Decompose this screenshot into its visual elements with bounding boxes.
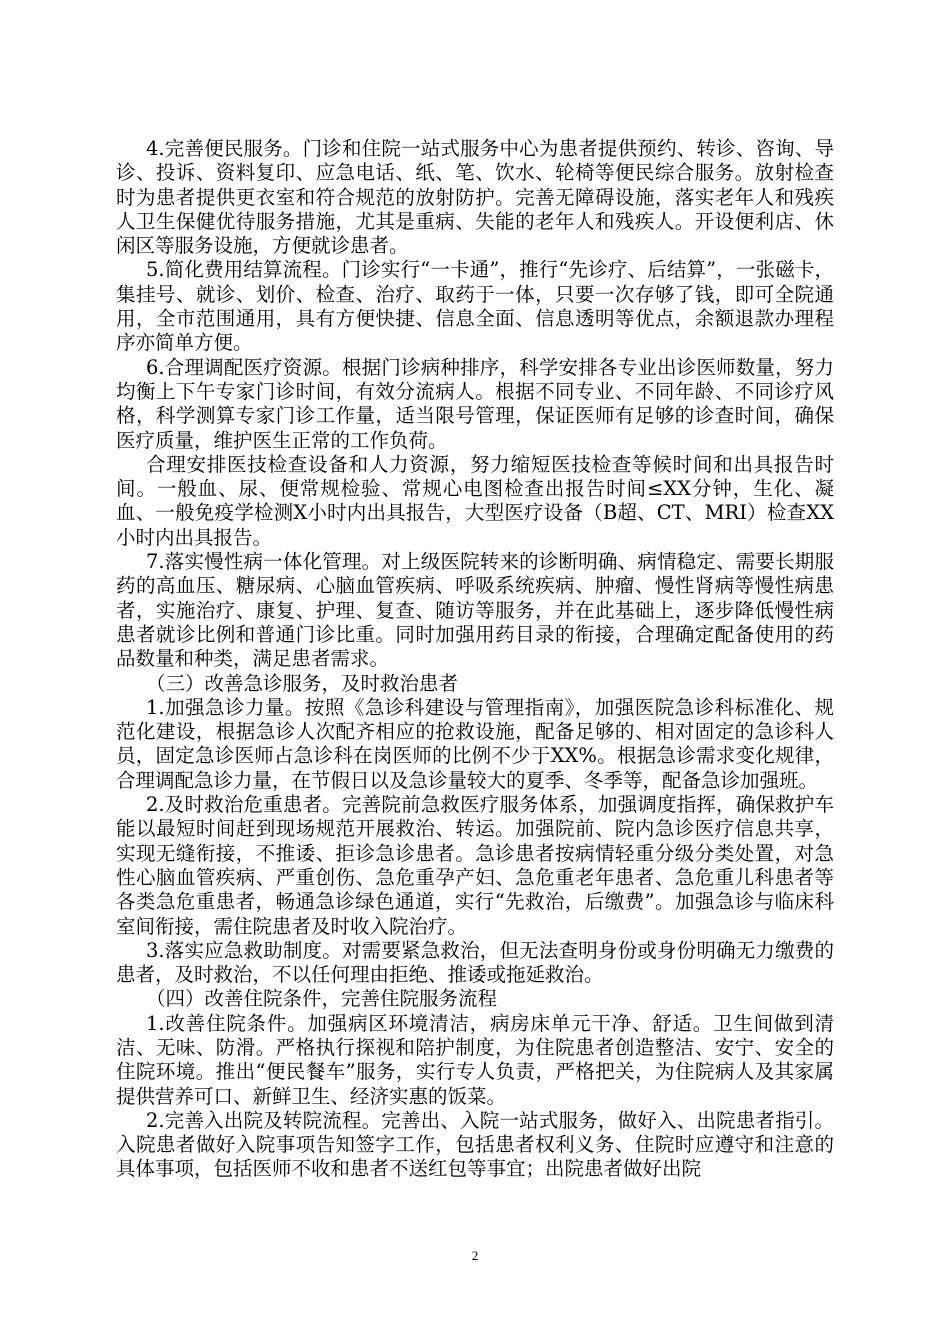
- document-body: [116, 137, 834, 1182]
- paragraph-6-medical-resources: 6.合理调配医疗资源。根据门诊病种排序，科学安排各专业出诊医师数量，努力均衡上下午专家门诊时间，有效分流病人。根据不同专业、不同年龄、不同诊疗风格，科学测算专家门诊工作量，适当限号管理，保证医师有足够的诊查时间，确保医疗质量，维护医生正常的工作负荷。: [116, 355, 834, 452]
- section-heading-inpatient: （四）改善住院条件，完善住院服务流程: [146, 987, 498, 1011]
- paragraph-emergency-1: 1.加强急诊力量。按照《急诊科建设与管理指南》，加强医院急诊科标准化、规范化建设，根据急诊人次配齐相应的抢救设施，配备足够的、相对固定的急诊科人员，固定急诊医师占急诊科在岗医师的比例不少于XX%。根据急诊需求变化规律，合理调配急诊力量，在节假日以及急诊量较大的夏季、冬季等，配备急诊加强班。: [116, 695, 834, 792]
- paragraph-4-convenience-services: 4.完善便民服务。门诊和住院一站式服务中心为患者提供预约、转诊、咨询、导诊、投诉、资料复印、应急电话、纸、笔、饮水、轮椅等便民综合服务。放射检查时为患者提供更衣室和符合规范的放射防护。完善无障碍设施，落实老年人和残疾人卫生保健优待服务措施，尤其是重病、失能的老年人和残疾人。开设便利店、休闲区等服务设施，方便就诊患者。: [116, 137, 834, 258]
- page-number: 2: [471, 1248, 479, 1263]
- paragraph-inpatient-2: 2.完善入出院及转院流程。完善出、入院一站式服务，做好入、出院患者指引。入院患者做好入院事项告知签字工作，包括患者权利义务、住院时应遵守和注意的具体事项，包括医师不收和患者不送红包等事宜；出院患者做好出院: [116, 1108, 834, 1181]
- section-heading-emergency: （三）改善急诊服务，及时救治患者: [146, 671, 459, 695]
- paragraph-emergency-2: 2.及时救治危重患者。完善院前急救医疗服务体系，加强调度指挥，确保救护车能以最短时间赶到现场规范开展救治、转运。加强院前、院内急诊医疗信息共享，实现无缝衔接，不推诿、拒诊急诊患者。急诊患者按病情轻重分级分类处置，对急性心脑血管疾病、严重创伤、急危重孕产妇、急危重老年患者、急危重儿科患者等各类急危重患者，畅通急诊绿色通道，实行“先救治，后缴费”。加强急诊与临床科室间衔接，需住院患者及时收入院治疗。: [116, 793, 834, 938]
- paragraph-medical-tech-resources: 合理安排医技检查设备和人力资源，努力缩短医技检查等候时间和出具报告时间。一般血、尿、便常规检验、常规心电图检查出报告时间≤XX分钟，生化、凝血、一般免疫学检测X小时内出具报告，大型医疗设备（B超、CT、MRI）检查XX小时内出具报告。: [116, 452, 834, 549]
- paragraph-5-billing-process: 5.简化费用结算流程。门诊实行“一卡通”，推行“先诊疗、后结算”，一张磁卡，集挂号、就诊、划价、检查、治疗、取药于一体，只要一次存够了钱，即可全院通用，全市范围通用，具有方便快捷、信息全面、信息透明等优点，余额退款办理程序亦简单方便。: [116, 258, 834, 355]
- paragraph-7-chronic-disease: 7.落实慢性病一体化管理。对上级医院转来的诊断明确、病情稳定、需要长期服药的高血压、糖尿病、心脑血管疾病、呼吸系统疾病、肿瘤、慢性肾病等慢性病患者，实施治疗、康复、护理、复查、随访等服务，并在此基础上，逐步降低慢性病患者就诊比例和普通门诊比重。同时加强用药目录的衔接，合理确定配备使用的药品数量和种类，满足患者需求。: [116, 550, 834, 671]
- paragraph-inpatient-1: 1.改善住院条件。加强病区环境清洁，病房床单元干净、舒适。卫生间做到清洁、无味、防滑。严格执行探视和陪护制度，为住院患者创造整洁、安宁、安全的住院环境。推出“便民餐车”服务，实行专人负责，严格把关，为住院病人及其家属提供营养可口、新鲜卫生、经济实惠的饭菜。: [116, 1011, 834, 1108]
- paragraph-emergency-3: 3.落实应急救助制度。对需要紧急救治，但无法查明身份或身份明确无力缴费的患者，及时救治，不以任何理由拒绝、推诿或拖延救治。: [116, 938, 834, 987]
